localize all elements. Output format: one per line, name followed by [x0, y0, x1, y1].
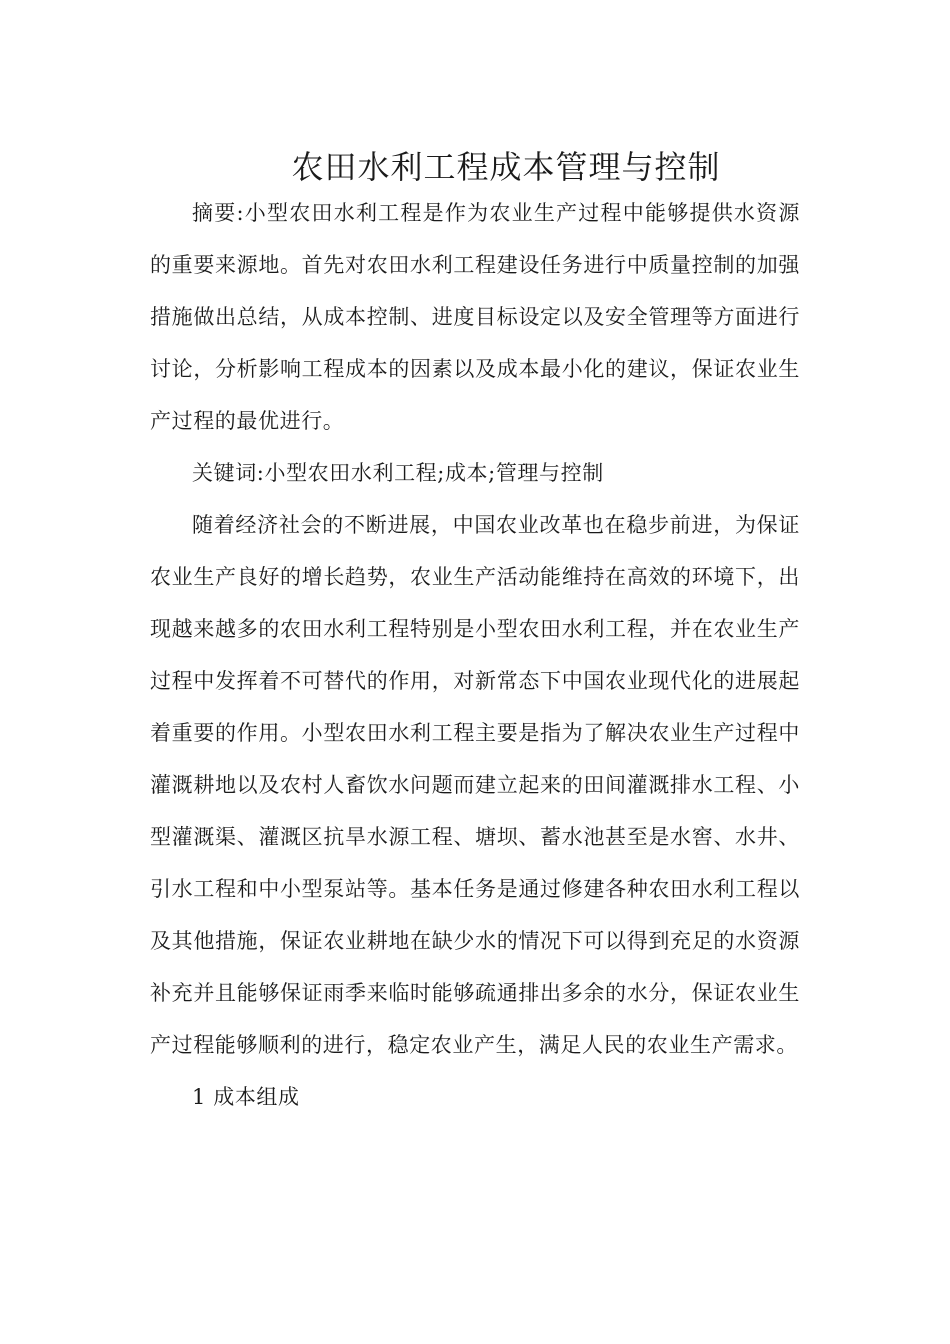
document-body [150, 187, 800, 1123]
document-title: 农田水利工程成本管理与控制 [291, 148, 721, 187]
intro-paragraph: 随着经济社会的不断进展，中国农业改革也在稳步前进，为保证农业生产良好的增长趋势，农业生产活动能维持在高效的环境下，出现越来越多的农田水利工程特别是小型农田水利工程，并在农业生产过程中发挥着不可替代的作用，对新常态下中国农业现代化的进展起着重要的作用。小型农田水利工程主要是指为了解决农业生产过程中灌溉耕地以及农村人畜饮水问题而建立起来的田间灌溉排水工程、小型灌溉渠、灌溉区抗旱水源工程、塘坝、蓄水池甚至是水窖、水井、引水工程和中小型泵站等。基本任务是通过修建各种农田水利工程以及其他措施，保证农业耕地在缺少水的情况下可以得到充足的水资源补充并且能够保证雨季来临时能够疏通排出多余的水分，保证农业生产过程能够顺利的进行，稳定农业产生，满足人民的农业生产需求。 [150, 513, 800, 1057]
keywords-paragraph: 关键词:小型农田水利工程;成本;管理与控制 [192, 461, 604, 485]
abstract-paragraph: 摘要:小型农田水利工程是作为农业生产过程中能够提供水资源的重要来源地。首先对农田水利工程建设任务进行中质量控制的加强措施做出总结，从成本控制、进度目标设定以及安全管理等方面进行讨论，分析影响工程成本的因素以及成本最小化的建议，保证农业生产过程的最优进行。 [150, 201, 800, 433]
section-heading: 1 成本组成 [192, 1085, 300, 1109]
